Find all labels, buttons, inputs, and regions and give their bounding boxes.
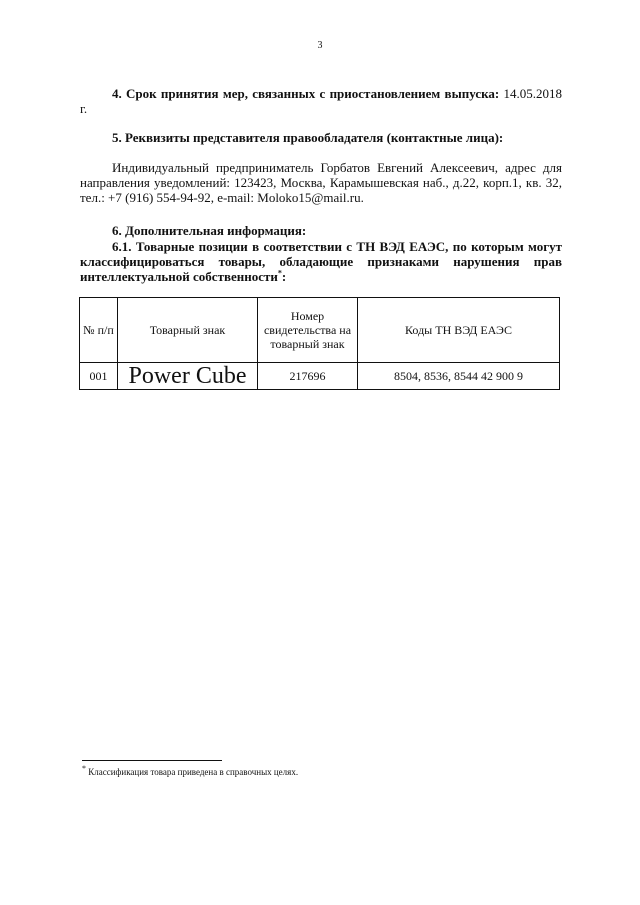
page-number: 3 <box>317 40 323 51</box>
footnote-text: Классификация товара приведена в справочных целях. <box>86 767 299 777</box>
footnote-divider <box>82 760 222 761</box>
row-num: 001 <box>80 363 118 390</box>
section-4-label: 4. Срок принятия мер, связанных с приостановлением выпуска: <box>112 86 500 101</box>
header-cert: Номер свидетельства на товарный знак <box>258 298 358 363</box>
footnote <box>82 764 299 777</box>
row-codes: 8504, 8536, 8544 42 900 9 <box>358 363 560 390</box>
footnote-reference: * <box>277 268 282 278</box>
section-5-heading: 5. Реквизиты представителя правообладателя (контактные лица): <box>112 130 504 145</box>
table-row <box>80 363 560 390</box>
header-mark: Товарный знак <box>118 298 258 363</box>
header-codes: Коды ТН ВЭД ЕАЭС <box>358 298 560 363</box>
header-num: № п/п <box>80 298 118 363</box>
section-6-heading: 6. Дополнительная информация: <box>112 223 307 238</box>
footnote-mark: * <box>82 764 86 773</box>
section-4 <box>80 86 562 116</box>
section-6-1-subheading: 6.1. Товарные позиции в соответствии с ТН ВЭД ЕАЭС, по которым могут классифицироваться товары, обладающие признаками нарушения прав интеллектуальной собственности <box>80 239 562 284</box>
row-cert: 217696 <box>258 363 358 390</box>
section-6-1-colon: : <box>281 269 287 284</box>
row-trademark: Power Cube <box>118 363 258 390</box>
section-5-text: Индивидуальный предприниматель Горбатов Евгений Алексеевич, адрес для направления уведомлений: 123423, Москва, Карамышевская наб., д.22, корп.1, кв. 32, тел.: +7 (916) 554-94-92, e-mail: Moloko15@mail.ru. <box>80 160 562 205</box>
section-4-date: 14.05.2018 г. <box>80 86 562 116</box>
table-header-row <box>80 298 560 363</box>
section-6-1-text <box>80 239 562 284</box>
trademark-table <box>79 297 560 390</box>
